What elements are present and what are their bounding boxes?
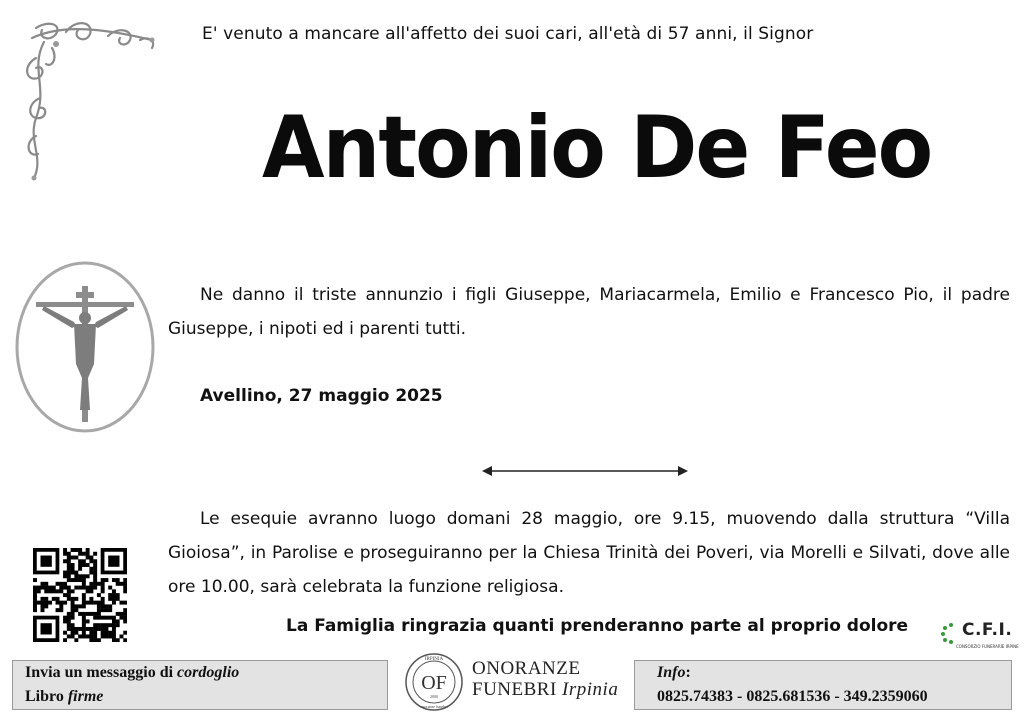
brand-name	[472, 658, 618, 700]
info-phones[interactable]: 0825.74383 - 0825.681536 - 349.2359060	[657, 688, 928, 705]
emblem-year: 2000	[430, 694, 438, 699]
cfi-logo	[940, 620, 1019, 652]
cfi-logo-text: C.F.I.	[962, 620, 1013, 640]
deceased-name: Antonio De Feo	[262, 98, 932, 198]
brand-emblem-icon	[404, 652, 464, 712]
emblem-top-text: IRPINIA	[424, 657, 444, 662]
brand-line1: ONORANZE	[472, 658, 581, 679]
info-label: Info:	[657, 664, 691, 681]
condolence-box[interactable]	[12, 660, 388, 710]
crucifix-icon	[14, 260, 156, 434]
floral-ornament-icon	[22, 18, 158, 186]
qr-code-icon[interactable]	[33, 548, 127, 642]
brand-line2: FUNEBRI Irpinia	[472, 679, 619, 700]
funeral-details-text: Le esequie avranno luogo domani 28 maggio, ore 9.15, muovendo dalla struttura “Villa Gioiosa”, in Parolise e proseguiranno per la Chiesa Trinità dei Poveri, via Morelli e Silvati, dove alle ore 10.00, sarà celebrata la funzione religiosa.	[168, 509, 1010, 597]
cfi-dots-icon	[940, 622, 962, 644]
thanks-text: La Famiglia ringrazia quanti prenderanno parte al proprio dolore	[286, 616, 909, 636]
double-arrow-divider	[480, 463, 690, 479]
intro-text: E' venuto a mancare all'affetto dei suoi cari, all'età di 57 anni, il Signor	[202, 24, 814, 44]
emblem-bottom-text: onoranze funebri	[420, 704, 448, 709]
guestbook-link[interactable]: Libro firme	[25, 688, 104, 705]
condolence-message-link[interactable]: Invia un messaggio di cordoglio	[25, 664, 240, 681]
announcement-text: Ne danno il triste annunzio i figli Giuseppe, Mariacarmela, Emilio e Francesco Pio, il padre Giuseppe, i nipoti ed i parenti tutti.	[168, 285, 1010, 339]
cfi-logo-tagline: CONSORZIO FUNERARIE IRPINE	[956, 644, 1019, 649]
info-box	[634, 660, 1012, 710]
emblem-letters: OF	[421, 672, 447, 694]
place-date: Avellino, 27 maggio 2025	[200, 386, 443, 406]
